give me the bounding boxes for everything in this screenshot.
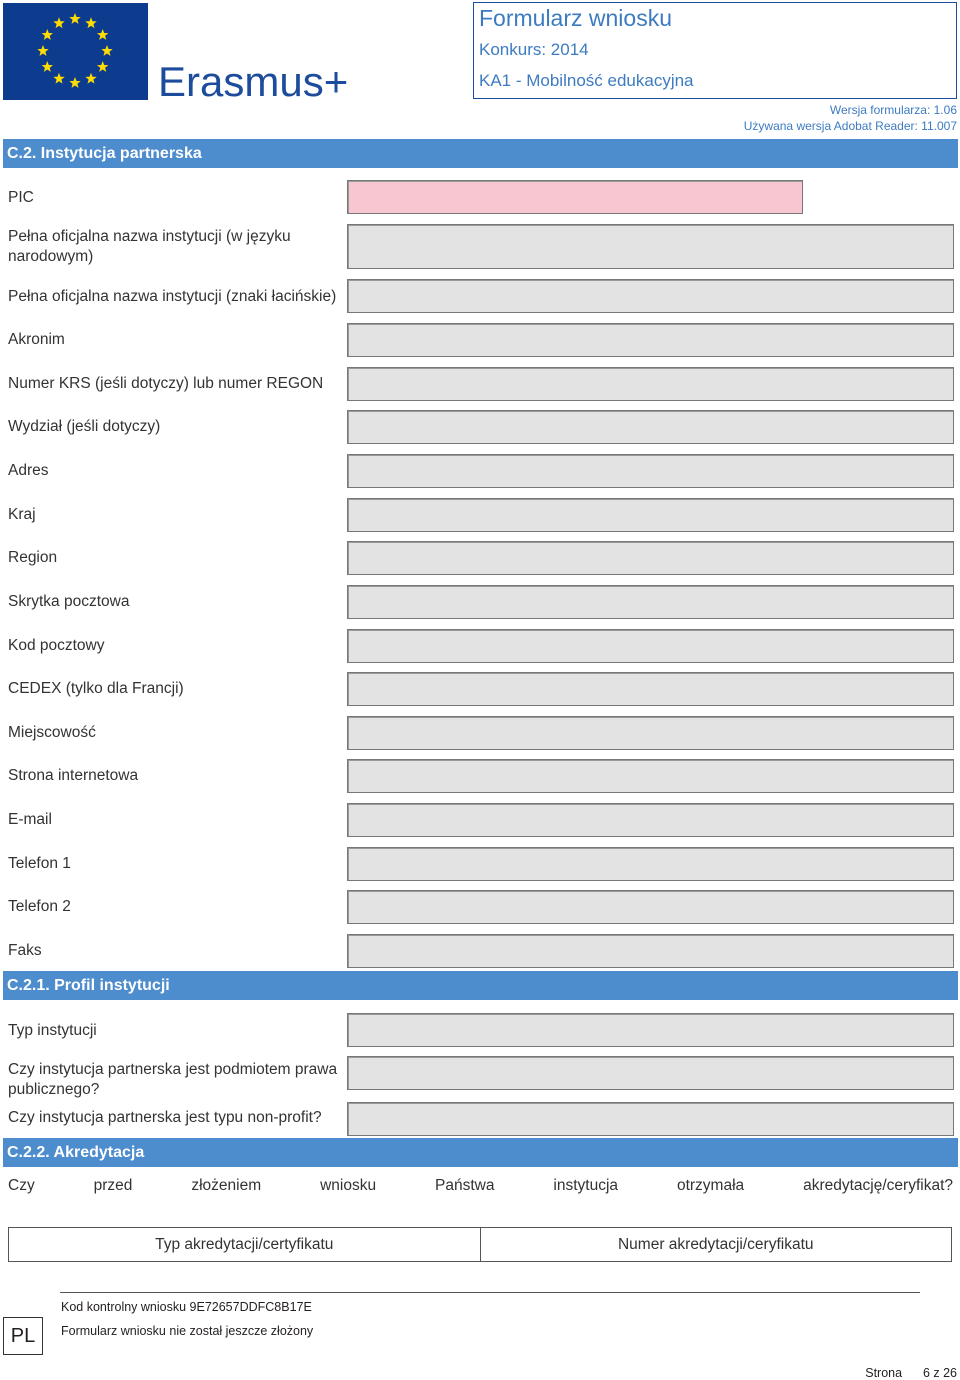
submission-status: Formularz wniosku nie został jeszcze złożony	[61, 1324, 314, 1338]
question-word: Państwa	[435, 1177, 495, 1194]
erasmus-logo-text: Erasmus+	[158, 58, 349, 105]
partner-field-label: Region	[8, 549, 58, 566]
partner-field-label: Strona internetowa	[8, 767, 139, 784]
profile-field-label: Typ instytucji	[8, 1022, 97, 1039]
accreditation-type-header: Typ akredytacji/certyfikatu	[155, 1235, 334, 1253]
partner-field-label: E-mail	[8, 811, 52, 828]
partner-field-input[interactable]	[347, 323, 954, 357]
language-code: PL	[3, 1317, 43, 1355]
partner-field-label: Numer KRS (jeśli dotyczy) lub numer REGON	[8, 375, 324, 392]
profile-field-input[interactable]	[347, 1056, 954, 1090]
star-icon	[101, 45, 112, 56]
star-icon	[37, 45, 48, 56]
partner-field-input[interactable]	[347, 454, 954, 488]
star-icon	[97, 61, 108, 72]
question-word: akredytację/ceryfikat?	[803, 1177, 953, 1194]
star-icon	[53, 73, 64, 84]
partner-field-label: Miejscowość	[8, 724, 96, 741]
checksum-text: Kod kontrolny wniosku 9E72657DDFC8B17E	[61, 1300, 312, 1314]
partner-field-label: Akronim	[8, 331, 65, 348]
question-word: Czy	[8, 1177, 35, 1194]
partner-field-input[interactable]	[347, 367, 954, 401]
partner-field-label: Faks	[8, 942, 42, 959]
partner-field-label: Skrytka pocztowa	[8, 593, 130, 610]
accreditation-number-header: Numer akredytacji/ceryfikatu	[480, 1228, 952, 1261]
question-word: złożeniem	[191, 1177, 262, 1194]
section-profile-title: C.2.1. Profil instytucji	[3, 971, 958, 1000]
partner-field-label: Telefon 2	[8, 898, 71, 915]
profile-field-input[interactable]	[347, 1102, 954, 1136]
partner-field-input[interactable]	[347, 672, 954, 706]
question-word: instytucja	[553, 1177, 619, 1194]
partner-field-input[interactable]	[347, 224, 954, 269]
partner-field-input[interactable]	[347, 890, 954, 924]
partner-field-input[interactable]	[347, 541, 954, 575]
star-icon	[42, 61, 53, 72]
profile-field-input[interactable]	[347, 1013, 954, 1047]
accreditation-table	[8, 1227, 952, 1262]
partner-field-label: PIC	[8, 189, 34, 206]
version-info	[744, 102, 957, 134]
partner-field-input[interactable]	[347, 803, 954, 837]
page-count: 6 z 26	[922, 1366, 957, 1380]
eu-stars-icon	[3, 3, 148, 100]
partner-field-label: Wydział (jeśli dotyczy)	[8, 418, 161, 435]
partner-field-input[interactable]	[347, 759, 954, 793]
star-icon	[53, 17, 64, 28]
accreditation-question	[8, 1177, 953, 1195]
star-icon	[42, 29, 53, 40]
section-partner-title: C.2. Instytucja partnerska	[3, 139, 958, 168]
form-action: KA1 - Mobilność edukacyjna	[479, 71, 694, 90]
question-word: przed	[93, 1177, 133, 1194]
partner-field-label: Pełna oficjalna nazwa instytucji (znaki łacińskie)	[8, 288, 337, 305]
partner-field-input[interactable]	[347, 498, 954, 532]
section-accreditation-title: C.2.2. Akredytacja	[3, 1138, 958, 1167]
star-icon	[97, 29, 108, 40]
partner-field-input[interactable]	[347, 934, 954, 968]
partner-field-label: Kraj	[8, 506, 36, 523]
partner-field-input[interactable]	[347, 180, 803, 214]
star-icon	[69, 13, 80, 24]
star-icon	[85, 17, 96, 28]
profile-field-label: Czy instytucja partnerska jest podmiotem prawa publicznego?	[8, 1061, 338, 1098]
question-word: wniosku	[320, 1177, 377, 1194]
partner-field-input[interactable]	[347, 847, 954, 881]
partner-field-input[interactable]	[347, 279, 954, 313]
form-call: Konkurs: 2014	[479, 40, 589, 59]
reader-version: Używana wersja Adobat Reader: 11.007	[743, 119, 957, 133]
partner-field-label: Telefon 1	[8, 855, 71, 872]
partner-field-input[interactable]	[347, 716, 954, 750]
form-version: Wersja formularza: 1.06	[829, 103, 957, 117]
star-icon	[69, 77, 80, 88]
page-number	[865, 1366, 957, 1380]
partner-field-label: Pełna oficjalna nazwa instytucji (w języku narodowym)	[8, 228, 291, 265]
partner-field-label: Kod pocztowy	[8, 637, 105, 654]
profile-field-label: Czy instytucja partnerska jest typu non-profit?	[8, 1109, 322, 1126]
footer-divider	[60, 1292, 920, 1293]
page-label: Strona	[865, 1366, 903, 1380]
partner-field-label: CEDEX (tylko dla Francji)	[8, 680, 184, 697]
partner-field-label: Adres	[8, 462, 49, 479]
partner-field-input[interactable]	[347, 585, 954, 619]
partner-field-input[interactable]	[347, 410, 954, 444]
question-word: otrzymała	[676, 1177, 745, 1194]
star-icon	[85, 73, 96, 84]
eu-flag-logo	[3, 3, 148, 100]
partner-field-input[interactable]	[347, 629, 954, 663]
form-title: Formularz wniosku	[479, 5, 672, 31]
